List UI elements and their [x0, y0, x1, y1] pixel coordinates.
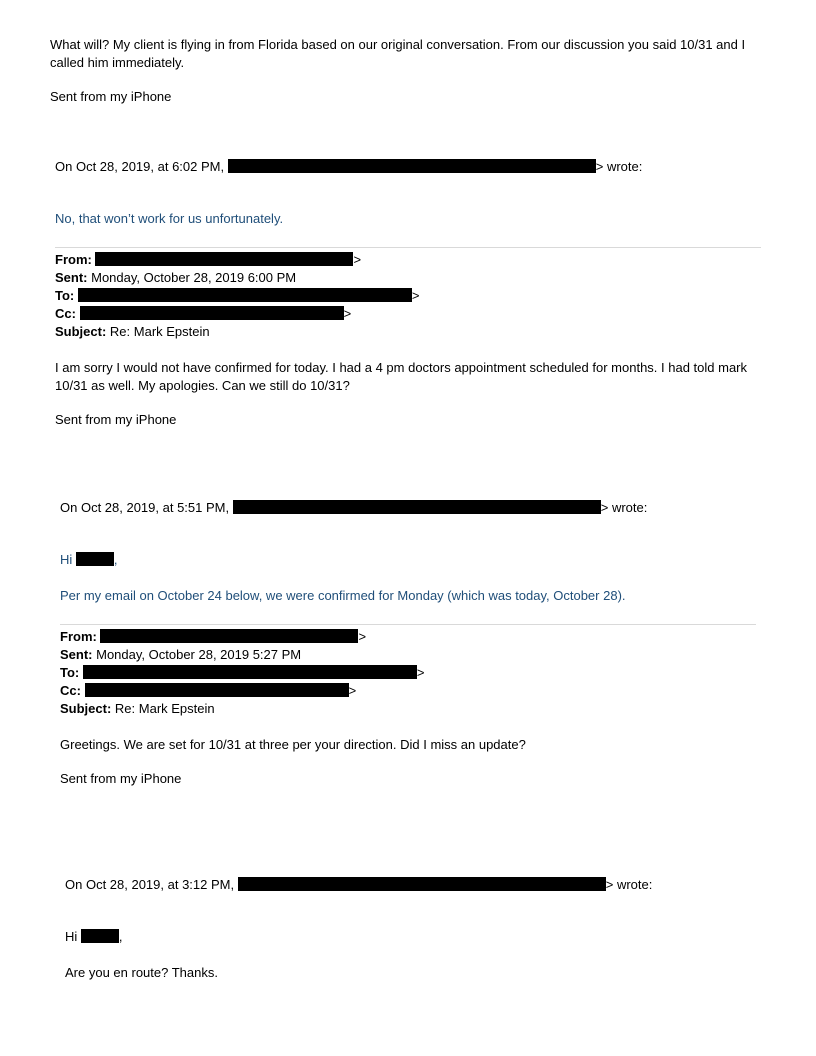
- header1-sent: [55, 269, 296, 287]
- header2-from-label: From:: [60, 629, 97, 644]
- redacted-block: [78, 288, 412, 302]
- header2-subject-value: Re: Mark Epstein: [114, 701, 215, 716]
- redacted-block: [100, 629, 358, 643]
- reply2-greeting: [60, 551, 118, 569]
- header1-subject: [55, 323, 210, 341]
- header1-to-label: To:: [55, 288, 75, 303]
- header2-divider: [60, 624, 756, 625]
- redacted-block: [233, 500, 601, 514]
- message3-body: Greetings. We are set for 10/31 at three per your direction. Did I miss an update?: [60, 737, 526, 752]
- redacted-block: [80, 306, 344, 320]
- reply2-greeting-text: Hi: [60, 552, 73, 567]
- reply1-wrote-suffix: > wrote:: [595, 159, 643, 174]
- reply1-body: No, that won’t work for us unfortunately.: [55, 211, 284, 226]
- redacted-block: [228, 159, 596, 173]
- message3-signature: Sent from my iPhone: [60, 771, 182, 786]
- header1-from-suffix: >: [353, 252, 362, 267]
- redacted-block: [85, 683, 349, 697]
- header1-divider: [55, 247, 761, 248]
- header2-subject-label: Subject:: [60, 701, 112, 716]
- top-message-body: What will? My client is flying in from Florida based on our original conversation. From our discussion you said 10/31 and I called him immediately.: [50, 37, 746, 70]
- header2-cc-suffix: >: [348, 683, 357, 698]
- redacted-block: [76, 552, 114, 566]
- header2-cc-label: Cc:: [60, 683, 81, 698]
- header1-cc-label: Cc:: [55, 306, 76, 321]
- reply1-wrote-line: [55, 158, 642, 176]
- message2-signature: Sent from my iPhone: [55, 412, 177, 427]
- header1-from-label: From:: [55, 252, 92, 267]
- reply2-greeting-suffix: ,: [113, 552, 118, 567]
- header1-cc: [55, 305, 351, 323]
- reply3-greeting-text: Hi: [65, 929, 78, 944]
- header2-to-suffix: >: [416, 665, 425, 680]
- reply2-wrote-suffix: > wrote:: [600, 500, 648, 515]
- redacted-block: [238, 877, 606, 891]
- header1-sent-value: Monday, October 28, 2019 6:00 PM: [91, 270, 297, 285]
- header1-subject-label: Subject:: [55, 324, 107, 339]
- reply3-wrote-prefix: On Oct 28, 2019, at 3:12 PM,: [65, 877, 235, 892]
- reply2-wrote-line: [60, 499, 647, 517]
- top-message-signature: Sent from my iPhone: [50, 89, 172, 104]
- reply3-wrote-line: [65, 876, 652, 894]
- header2-from: [60, 628, 366, 646]
- reply3-greeting: [65, 928, 123, 946]
- reply3-wrote-suffix: > wrote:: [605, 877, 653, 892]
- reply3-body: Are you en route? Thanks.: [65, 965, 218, 980]
- header1-to: [55, 287, 419, 305]
- redacted-block: [95, 252, 353, 266]
- header1-sent-label: Sent:: [55, 270, 88, 285]
- reply1-wrote-prefix: On Oct 28, 2019, at 6:02 PM,: [55, 159, 225, 174]
- header1-from: [55, 251, 361, 269]
- redacted-block: [83, 665, 417, 679]
- header2-sent-value: Monday, October 28, 2019 5:27 PM: [96, 647, 302, 662]
- reply2-wrote-prefix: On Oct 28, 2019, at 5:51 PM,: [60, 500, 230, 515]
- header2-to: [60, 664, 424, 682]
- header1-subject-value: Re: Mark Epstein: [109, 324, 210, 339]
- header2-sent-label: Sent:: [60, 647, 93, 662]
- header2-to-label: To:: [60, 665, 80, 680]
- reply3-greeting-suffix: ,: [118, 929, 123, 944]
- reply2-body: Per my email on October 24 below, we were confirmed for Monday (which was today, October 28).: [60, 588, 626, 603]
- header1-cc-suffix: >: [343, 306, 352, 321]
- message2-body: I am sorry I would not have confirmed for today. I had a 4 pm doctors appointment scheduled for months. I had told mark 10/31 as well. My apologies. Can we still do 10/31?: [55, 360, 748, 393]
- redacted-block: [81, 929, 119, 943]
- header2-subject: [60, 700, 215, 718]
- header2-from-suffix: >: [358, 629, 367, 644]
- header2-sent: [60, 646, 301, 664]
- header1-to-suffix: >: [411, 288, 420, 303]
- header2-cc: [60, 682, 356, 700]
